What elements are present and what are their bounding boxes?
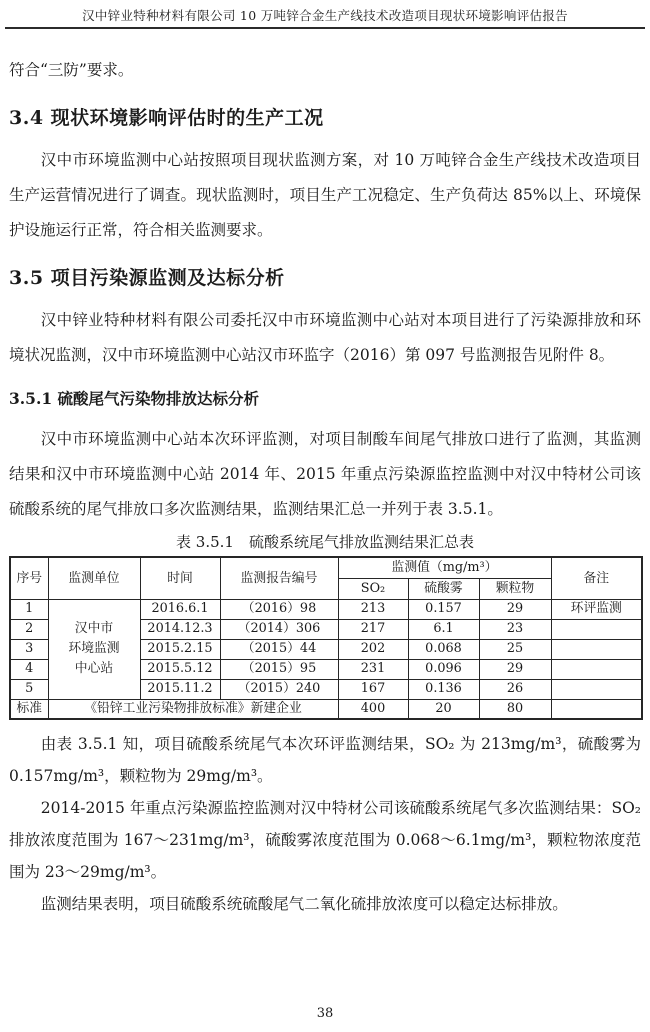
heading-3-5-1: 3.5.1 硫酸尾气污染物排放达标分析 [9, 389, 260, 408]
col-header-particulate: 颗粒物 [479, 578, 551, 599]
page-content [0, 59, 650, 920]
cell-time: 2015.11.2 [140, 679, 220, 699]
cell-no: 2 [10, 619, 48, 639]
cell-particulate: 29 [479, 659, 551, 679]
cell-time: 2016.6.1 [140, 599, 220, 619]
paragraph-3-5-1: 汉中市环境监测中心站本次环评监测，对项目制酸车间尾气排放口进行了监测，其监测结果和汉中市环境监测中心站 2014 年、2015 年重点污染源监控监测中对汉中特材公司该硫酸系统的尾气排放口多次监测结果，监测结果汇总一并列于表 3.5.1。 [9, 430, 641, 518]
cell-so2: 400 [338, 699, 408, 719]
cell-so2: 213 [338, 599, 408, 619]
cell-particulate: 29 [479, 599, 551, 619]
cell-report-no: （2015）44 [220, 639, 338, 659]
page-number: 38 [316, 1006, 334, 1021]
unit-line-2: 环境监测 [68, 641, 120, 657]
cell-particulate: 25 [479, 639, 551, 659]
cell-monitoring-unit [48, 599, 140, 699]
table-header-row-1 [10, 557, 642, 578]
col-header-remark: 备注 [551, 557, 642, 599]
cell-no: 1 [10, 599, 48, 619]
cell-particulate: 23 [479, 619, 551, 639]
col-header-time: 时间 [140, 557, 220, 599]
unit-line-3: 中心站 [74, 660, 114, 676]
cell-time: 2015.2.15 [140, 639, 220, 659]
cell-no: 标准 [10, 699, 48, 719]
paragraph-result-1: 由表 3.5.1 知，项目硫酸系统尾气本次环评监测结果，SO₂ 为 213mg/m³，硫酸雾为 0.157mg/m³，颗粒物为 29mg/m³。 [9, 735, 641, 785]
cell-standard-label: 《铅锌工业污染物排放标准》新建企业 [48, 699, 338, 719]
cell-time: 2014.12.3 [140, 619, 220, 639]
cell-report-no: （2015）95 [220, 659, 338, 679]
paragraph-result-3: 监测结果表明，项目硫酸系统硫酸尾气二氧化硫排放浓度可以稳定达标排放。 [40, 895, 568, 913]
cell-time: 2015.5.12 [140, 659, 220, 679]
cell-report-no: （2014）306 [220, 619, 338, 639]
paragraph-intro: 符合“三防”要求。 [9, 61, 134, 79]
paragraph-result-2: 2014-2015 年重点污染源监控监测对汉中特材公司该硫酸系统尾气多次监测结果：SO₂ 排放浓度范围为 167～231mg/m³，硫酸雾浓度范围为 0.068～6.1mg/m³，颗粒物浓度范围为 23～29mg/m³。 [9, 799, 641, 881]
cell-remark [551, 639, 642, 659]
cell-no: 4 [10, 659, 48, 679]
cell-no: 3 [10, 639, 48, 659]
cell-remark [551, 659, 642, 679]
cell-acid-mist: 6.1 [408, 619, 479, 639]
cell-acid-mist: 0.068 [408, 639, 479, 659]
cell-remark: 环评监测 [551, 599, 642, 619]
monitoring-results-table [9, 556, 643, 720]
cell-particulate: 80 [479, 699, 551, 719]
cell-no: 5 [10, 679, 48, 699]
unit-line-1: 汉中市 [74, 621, 114, 637]
col-header-acid-mist: 硫酸雾 [408, 578, 479, 599]
page-header-title: 汉中锌业特种材料有限公司 10 万吨锌合金生产线技术改造项目现状环境影响评估报告 [5, 0, 645, 29]
cell-acid-mist: 0.096 [408, 659, 479, 679]
cell-remark [551, 619, 642, 639]
cell-so2: 202 [338, 639, 408, 659]
col-header-so2: SO₂ [338, 578, 408, 599]
table-caption: 表 3.5.1 硫酸系统尾气排放监测结果汇总表 [176, 533, 474, 551]
cell-remark [551, 699, 642, 719]
col-header-no: 序号 [10, 557, 48, 599]
col-header-unit: 监测单位 [48, 557, 140, 599]
table-row-standard [10, 699, 642, 719]
cell-so2: 167 [338, 679, 408, 699]
paragraph-3-4: 汉中市环境监测中心站按照项目现状监测方案，对 10 万吨锌合金生产线技术改造项目生产运营情况进行了调查。现状监测时，项目生产工况稳定、生产负荷达 85%以上、环境保护设施运行正常，符合相关监测要求。 [9, 151, 641, 239]
paragraph-3-5: 汉中锌业特种材料有限公司委托汉中市环境监测中心站对本项目进行了污染源排放和环境状况监测，汉中市环境监测中心站汉市环监字（2016）第 097 号监测报告见附件 8。 [9, 311, 641, 364]
table-row [10, 599, 642, 619]
cell-report-no: （2015）240 [220, 679, 338, 699]
cell-so2: 217 [338, 619, 408, 639]
cell-particulate: 26 [479, 679, 551, 699]
cell-so2: 231 [338, 659, 408, 679]
cell-report-no: （2016）98 [220, 599, 338, 619]
col-header-value-group: 监测值（mg/m³） [338, 557, 551, 578]
heading-3-5: 3.5 项目污染源监测及达标分析 [9, 267, 285, 289]
cell-acid-mist: 0.157 [408, 599, 479, 619]
heading-3-4: 3.4 现状环境影响评估时的生产工况 [9, 107, 324, 129]
cell-acid-mist: 0.136 [408, 679, 479, 699]
col-header-report-no: 监测报告编号 [220, 557, 338, 599]
cell-remark [551, 679, 642, 699]
cell-acid-mist: 20 [408, 699, 479, 719]
